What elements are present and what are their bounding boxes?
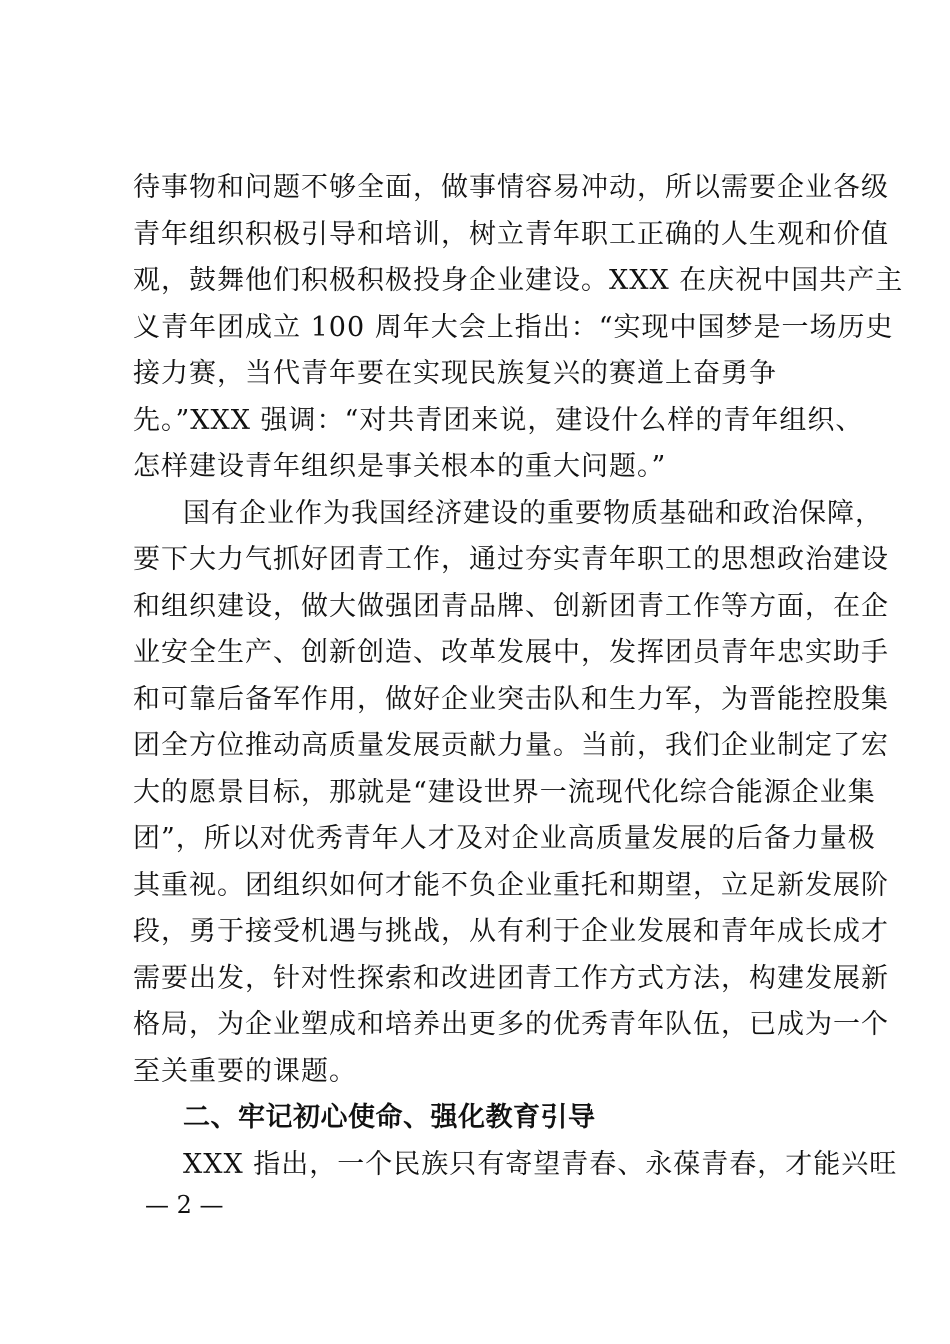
paragraph-line: 义青年团成立 100 周年大会上指出：“实现中国梦是一场历史 (133, 312, 894, 343)
paragraph-line: 国有企业作为我国经济建设的重要物质基础和政治保障， (183, 498, 883, 529)
paragraph-line: 其重视。团组织如何才能不负企业重托和期望，立足新发展阶 (133, 870, 889, 901)
paragraph-line: 要下大力气抓好团青工作，通过夯实青年职工的思想政治建设 (133, 544, 889, 575)
paragraph-line: 需要出发，针对性探索和改进团青工作方式方法，构建发展新 (133, 963, 889, 994)
paragraph-line: 怎样建设青年组织是事关根本的重大问题。” (133, 451, 667, 482)
paragraph-line: XXX 指出，一个民族只有寄望青春、永葆青春，才能兴旺 (183, 1149, 898, 1180)
paragraph-line: 先。”XXX 强调：“对共青团来说，建设什么样的青年组织、 (133, 405, 864, 436)
paragraph-line: 至关重要的课题。 (133, 1056, 357, 1087)
paragraph-line: 团全方位推动高质量发展贡献力量。当前，我们企业制定了宏 (133, 730, 889, 761)
paragraph-line: 段，勇于接受机遇与挑战，从有利于企业发展和青年成长成才 (133, 916, 889, 947)
paragraph-line: 大的愿景目标，那就是“建设世界一流现代化综合能源企业集 (133, 777, 876, 808)
paragraph-line: 待事物和问题不够全面，做事情容易冲动，所以需要企业各级 (133, 172, 889, 203)
paragraph-line: 接力赛，当代青年要在实现民族复兴的赛道上奋勇争 (133, 358, 777, 389)
paragraph-line: 青年组织积极引导和培训，树立青年职工正确的人生观和价值 (133, 219, 889, 250)
page-number: — 2 — (145, 1191, 224, 1219)
section-heading: 二、牢记初心使命、强化教育引导 (183, 1102, 596, 1133)
paragraph-line: 观，鼓舞他们积极积极投身企业建设。XXX 在庆祝中国共产主 (133, 265, 904, 296)
paragraph-line: 团”，所以对优秀青年人才及对企业高质量发展的后备力量极 (133, 823, 876, 854)
paragraph-line: 业安全生产、创新创造、改革发展中，发挥团员青年忠实助手 (133, 637, 889, 668)
paragraph-line: 和组织建设，做大做强团青品牌、创新团青工作等方面，在企 (133, 591, 889, 622)
paragraph-line: 和可靠后备军作用，做好企业突击队和生力军，为晋能控股集 (133, 684, 889, 715)
paragraph-line: 格局，为企业塑成和培养出更多的优秀青年队伍，已成为一个 (133, 1009, 889, 1040)
